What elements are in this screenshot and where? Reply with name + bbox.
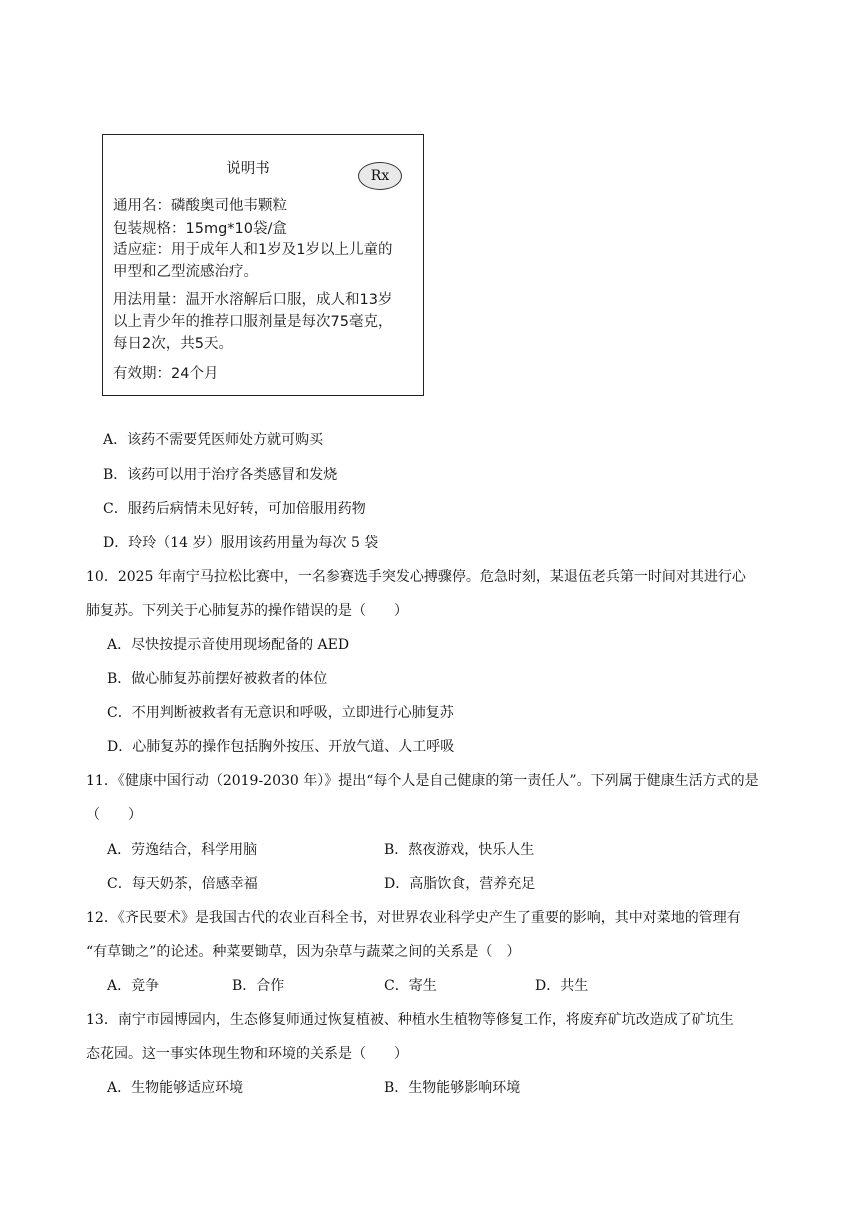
q10-stem-line2: 肺复苏。下列关于心肺复苏的操作错误的是（ ） — [86, 603, 408, 619]
label-dosage-line2: 以上青少年的推荐口服剂量是每次75毫克， — [113, 314, 393, 330]
q10-stem-line1: 10．2025 年南宁马拉松比赛中，一名参赛选手突发心搏骤停。危急时刻，某退伍老兵第一时间对其进行心 — [86, 569, 746, 585]
q13-stem-line1: 13．南宁市园博园内，生态修复师通过恢复植被、种植水生植物等修复工作，将废弃矿坑改造成了矿坑生 — [86, 1012, 734, 1028]
label-indication-line2: 甲型和乙型流感治疗。 — [113, 264, 258, 280]
label-dosage-line1: 用法用量：温开水溶解后口服，成人和13岁 — [113, 292, 393, 308]
q11-stem-line2: （ ） — [86, 807, 142, 823]
q9-option-a: A．该药不需要凭医师处方就可购买 — [103, 432, 324, 448]
q10-option-d: D．心肺复苏的操作包括胸外按压、开放气道、人工呼吸 — [107, 739, 455, 755]
label-package-spec: 包装规格：15mg*10袋/盒 — [113, 221, 287, 237]
label-generic-name: 通用名：磷酸奥司他韦颗粒 — [113, 198, 287, 214]
q12-stem-line2: “有草锄之”的论述。种菜要锄草，因为杂草与蔬菜之间的关系是（ ） — [86, 944, 521, 960]
q10-option-a: A．尽快按提示音使用现场配备的 AED — [107, 637, 350, 653]
q10-option-b: B．做心肺复苏前摆好被救者的体位 — [107, 671, 328, 687]
q11-option-d: D．高脂饮食，营养充足 — [384, 876, 536, 892]
q11-option-a: A．劳逸结合，科学用脑 — [107, 842, 258, 858]
rx-badge: Rx — [358, 162, 402, 190]
label-dosage-line3: 每日2次，共5天。 — [113, 336, 233, 352]
q11-option-b: B．熬夜游戏，快乐人生 — [384, 842, 535, 858]
q11-stem-line1: 11．《健康中国行动（2019-2030 年）》提出“每个人是自己健康的第一责任人”。下列属于健康生活方式的是 — [86, 773, 759, 789]
label-title: 说明书 — [226, 161, 270, 177]
medicine-instruction-box — [102, 134, 424, 396]
q13-option-b: B．生物能够影响环境 — [384, 1080, 521, 1096]
q13-option-a: A．生物能够适应环境 — [107, 1080, 244, 1096]
q11-option-c: C．每天奶茶，倍感幸福 — [107, 876, 258, 892]
q9-option-c: C．服药后病情未见好转，可加倍服用药物 — [103, 501, 366, 517]
q12-option-c: C．寄生 — [384, 978, 437, 994]
q9-option-b: B．该药可以用于治疗各类感冒和发烧 — [103, 467, 338, 483]
q12-option-d: D．共生 — [535, 978, 589, 994]
q9-option-d: D．玲玲（14 岁）服用该药用量为每次 5 袋 — [103, 535, 379, 551]
label-indication-line1: 适应症：用于成年人和1岁及1岁以上儿童的 — [113, 242, 393, 258]
q12-option-b: B．合作 — [232, 978, 285, 994]
label-expiry: 有效期：24个月 — [113, 366, 219, 382]
q13-stem-line2: 态花园。这一事实体现生物和环境的关系是（ ） — [86, 1046, 408, 1062]
q12-option-a: A．竞争 — [107, 978, 160, 994]
q10-option-c: C．不用判断被救者有无意识和呼吸，立即进行心肺复苏 — [107, 705, 454, 721]
q12-stem-line1: 12．《齐民要术》是我国古代的农业百科全书，对世界农业科学史产生了重要的影响，其中对菜地的管理有 — [86, 910, 741, 926]
